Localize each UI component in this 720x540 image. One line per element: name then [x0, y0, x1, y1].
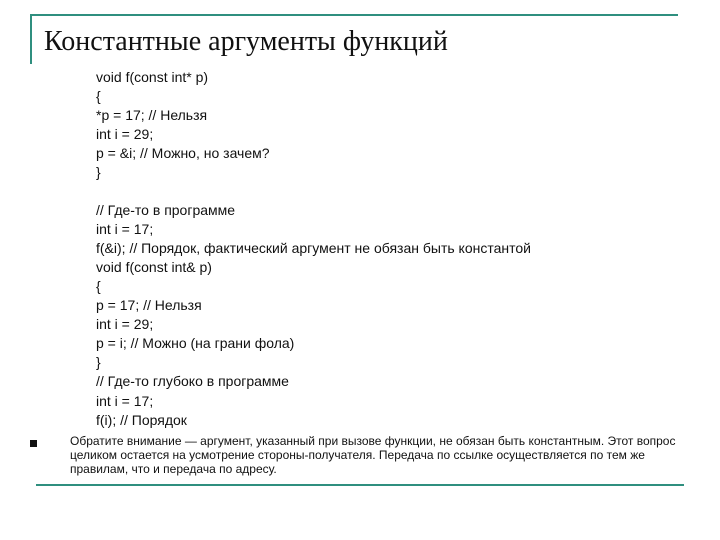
title-frame-top-line: [30, 14, 678, 16]
code-line: f(i); // Порядок: [96, 411, 187, 428]
code-line: int i = 17;: [96, 392, 154, 409]
code-line: // Где-то в программе: [96, 201, 236, 218]
code-line: p = 17; // Нельзя: [96, 297, 202, 314]
code-line: int i = 29;: [96, 316, 154, 333]
code-line: void f(const int* p): [96, 69, 209, 85]
bullet-square-icon: [30, 440, 37, 447]
code-spacer: [96, 183, 696, 201]
footer-divider: [36, 484, 684, 486]
code-line: f(&i); // Порядок, фактический аргумент не обязан быть константой: [96, 239, 531, 256]
code-line: }: [96, 354, 101, 371]
title-frame-left-line: [30, 14, 32, 64]
code-block: [96, 68, 696, 430]
code-line: // Где-то глубоко в программе: [96, 373, 289, 390]
code-line: *p = 17; // Нельзя: [96, 107, 208, 124]
note-paragraph: Обратите внимание — аргумент, указанный при вызове функции, не обязан быть константным. Этот вопрос целиком остается на усмотрение стороны-получателя. Передача по ссылке осуществляется по тем же правилам, что и передача по адресу.: [70, 434, 676, 476]
code-line: p = &i; // Можно, но зачем?: [96, 145, 270, 162]
code-line: void f(const int& p): [96, 258, 212, 275]
code-line: }: [96, 164, 101, 181]
slide-title: Константные аргументы функций: [44, 26, 448, 57]
code-line: {: [96, 88, 101, 105]
code-line: {: [96, 277, 101, 294]
code-line: int i = 17;: [96, 220, 154, 237]
code-line: p = i; // Можно (на грани фола): [96, 335, 295, 352]
code-line: int i = 29;: [96, 126, 154, 143]
